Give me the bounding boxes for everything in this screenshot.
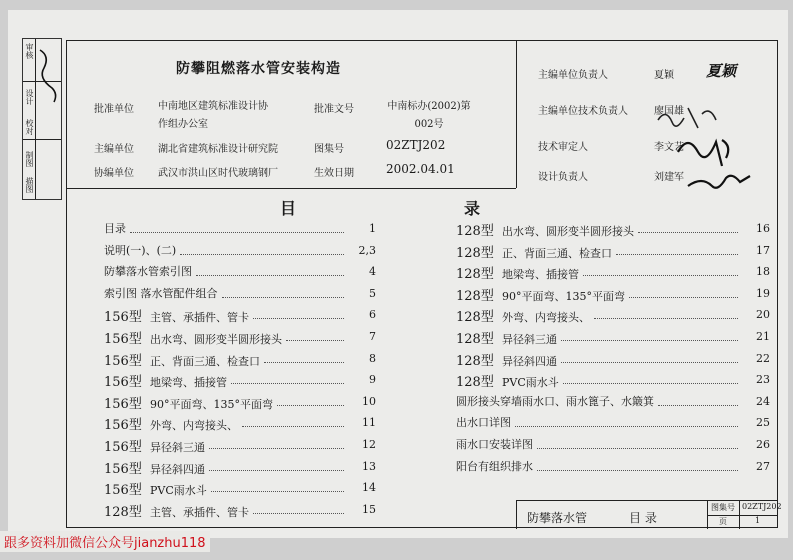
- toc-entry-type: 156型: [104, 461, 142, 477]
- assist-unit-label: 协编单位: [94, 168, 134, 179]
- resp-name-1: 夏颖: [654, 70, 674, 81]
- toc-entry-leader: [537, 470, 738, 471]
- editor-unit: 湖北省建筑标准设计研究院: [158, 144, 278, 155]
- toc-entry-title: 异径斜三通: [150, 441, 205, 454]
- document-title: 防攀阻燃落水管安装构造: [176, 61, 341, 77]
- toc-entry-type: 156型: [104, 396, 142, 412]
- toc-entry-title: 正、背面三通、检查口: [502, 246, 612, 260]
- toc-entry-page: 13: [362, 459, 376, 473]
- toc-entry-type: 128型: [456, 288, 494, 304]
- toc-entry-page: 12: [362, 438, 376, 451]
- resp-role-4: 设计负责人: [538, 172, 588, 183]
- toc-entry: [456, 263, 579, 282]
- toc-entry-title: 阳台有组织排水: [456, 459, 533, 473]
- toc-entry-title: 地梁弯、插接管: [150, 376, 227, 390]
- toc-entry: [456, 285, 625, 304]
- toc-entry-title: 主管、承插件、管卡: [150, 311, 249, 325]
- toc-entry-type: 156型: [104, 483, 142, 499]
- strip-signature: [36, 40, 66, 110]
- toc-entry-leader: [180, 254, 344, 255]
- toc-entry: [456, 306, 590, 325]
- strip-label-4: 制图: [25, 151, 34, 167]
- toc-entry: [104, 263, 192, 279]
- toc-entry-title: 雨水口安装详图: [456, 438, 533, 451]
- toc-entry-page: 20: [756, 308, 770, 322]
- toc-entry: [456, 371, 559, 390]
- toc-entry-type: 128型: [104, 504, 142, 520]
- drawing-sheet: [8, 10, 788, 538]
- title-block-page-label: 页: [719, 517, 727, 526]
- toc-entry-title: 主管、承插件、管卡: [150, 505, 249, 519]
- toc-entry-leader: [196, 275, 344, 276]
- toc-entry-leader: [537, 448, 738, 449]
- title-block-page-no: 1: [755, 516, 761, 525]
- toc-entry-leader: [209, 470, 344, 471]
- toc-entry-leader: [638, 232, 738, 233]
- editor-unit-label: 主编单位: [94, 144, 134, 155]
- approve-unit-label: 批准单位: [94, 104, 134, 115]
- effective-date-label: 生效日期: [314, 168, 354, 179]
- toc-entry-leader: [563, 383, 738, 384]
- toc-entry: [104, 242, 176, 258]
- toc-entry-type: 156型: [104, 440, 142, 455]
- toc-entry: [456, 242, 612, 261]
- toc-entry-type: 128型: [456, 224, 494, 239]
- toc-entry: [456, 414, 511, 430]
- toc-entry-title: 异径斜四通: [150, 462, 205, 476]
- toc-entry: [104, 458, 205, 477]
- toc-entry: [104, 350, 260, 369]
- toc-entry-page: 24: [756, 394, 770, 408]
- resp-signature-1: 夏颖: [706, 62, 737, 80]
- toc-entry-page: 10: [362, 394, 376, 408]
- toc-entry-title: 出水弯、圆形变半圆形接头: [150, 333, 282, 346]
- resp-role-2: 主编单位技术负责人: [538, 106, 628, 117]
- toc-left-column: [104, 220, 376, 520]
- title-block: [516, 500, 782, 529]
- toc-entry-page: 16: [756, 222, 770, 235]
- effective-date: 2002.04.01: [386, 162, 455, 176]
- toc-entry-title: 90°平面弯、135°平面弯: [150, 397, 273, 411]
- toc-entry-leader: [277, 405, 344, 406]
- toc-entry-page: 2,3: [358, 243, 376, 257]
- strip-label-3: 校对: [25, 119, 34, 135]
- resp-role-1: 主编单位负责人: [538, 70, 608, 81]
- toc-entry-page: 18: [756, 265, 770, 279]
- toc-entry-title: 异径斜四通: [502, 354, 557, 368]
- toc-entry: [104, 220, 126, 236]
- toc-entry: [456, 458, 533, 474]
- toc-entry: [104, 328, 282, 347]
- resp-name-4: 刘建军: [654, 172, 684, 183]
- title-block-atlas-no: 02ZTJ202: [742, 502, 782, 511]
- toc-entry-title: 90°平面弯、135°平面弯: [502, 289, 625, 303]
- strip-row-line-2: [23, 139, 61, 140]
- approve-doc: 中南标办(2002)第002号: [387, 101, 471, 130]
- toc-entry: [104, 393, 273, 412]
- toc-entry-title: 防攀落水管索引图: [104, 265, 192, 279]
- toc-entry: [456, 350, 557, 369]
- toc-entry-page: 11: [362, 416, 376, 430]
- header-divider: [66, 188, 516, 189]
- toc-entry-page: 1: [369, 222, 376, 235]
- toc-entry-title: 说明(一)、(二): [104, 243, 177, 257]
- toc-entry-title: PVC雨水斗: [150, 484, 207, 498]
- toc-entry-leader: [594, 318, 738, 319]
- toc-entry-page: 4: [369, 265, 376, 279]
- assist-unit: 武汉市洪山区时代玻璃钢厂: [158, 168, 278, 179]
- toc-entry-leader: [515, 426, 738, 427]
- toc-entry: [104, 479, 207, 498]
- title-block-sheet-title: 目 录: [629, 511, 657, 525]
- toc-entry-type: 156型: [104, 310, 142, 326]
- toc-entry-leader: [629, 297, 738, 298]
- toc-entry-title: 圆形接头穿墙雨水口、雨水篦子、水簸箕: [456, 394, 654, 408]
- toc-entry-page: 26: [756, 438, 770, 451]
- strip-label-1: 审核: [25, 43, 34, 59]
- toc-entry-title: 外弯、内弯接头、: [150, 419, 238, 433]
- resp-name-2: 廖国雄: [654, 106, 684, 117]
- toc-entry-leader: [130, 232, 344, 233]
- toc-entry-leader: [231, 383, 344, 384]
- toc-entry-title: 地梁弯、插接管: [502, 268, 579, 282]
- toc-entry-page: 19: [756, 286, 770, 300]
- title-block-divider-2: [739, 501, 740, 529]
- toc-entry: [456, 328, 557, 347]
- toc-entry-page: 14: [362, 481, 376, 495]
- toc-heading-right: 录: [464, 199, 481, 218]
- toc-entry-leader: [242, 426, 344, 427]
- toc-entry-type: 128型: [456, 267, 494, 283]
- approve-doc-label: 批准文号: [314, 104, 354, 115]
- toc-entry-title: 出水弯、圆形变半圆形接头: [502, 225, 634, 238]
- toc-heading-left: 目: [280, 199, 297, 218]
- toc-entry: [456, 436, 533, 452]
- toc-entry-leader: [616, 254, 738, 255]
- toc-entry-page: 15: [362, 502, 376, 516]
- title-block-row-divider: [707, 515, 778, 516]
- toc-entry-page: 17: [756, 243, 770, 257]
- atlas-no: 02ZTJ202: [386, 138, 446, 152]
- toc-entry: [456, 220, 634, 239]
- toc-entry-leader: [583, 275, 738, 276]
- toc-entry-page: 21: [756, 330, 770, 343]
- frame-left: [66, 40, 67, 528]
- strip-label-2: 设计: [25, 89, 34, 105]
- toc-entry-type: 156型: [104, 332, 142, 347]
- toc-entry-page: 25: [756, 416, 770, 430]
- toc-entry-title: 正、背面三通、检查口: [150, 354, 260, 368]
- toc-entry-leader: [561, 340, 738, 341]
- toc-entry-leader: [561, 362, 738, 363]
- toc-entry: [456, 393, 654, 409]
- toc-entry: [104, 371, 227, 390]
- resp-role-3: 技术审定人: [538, 142, 588, 153]
- toc-entry-page: 22: [756, 351, 770, 365]
- handwritten-signatures: [648, 90, 783, 200]
- toc-entry-page: 6: [369, 308, 376, 322]
- toc-entry-page: 7: [369, 330, 376, 343]
- watermark-text: 跟多资料加微信公众号jianzhu118: [0, 531, 210, 552]
- toc-entry-page: 23: [756, 373, 770, 387]
- toc-entry-type: 128型: [456, 353, 494, 369]
- frame-top: [66, 40, 778, 41]
- toc-entry-type: 128型: [456, 332, 494, 347]
- toc-entry-leader: [286, 340, 344, 341]
- toc-entry-title: 异径斜三通: [502, 333, 557, 346]
- toc-entry-page: 5: [369, 286, 376, 300]
- toc-entry-title: 索引图 落水管配件组合: [104, 286, 218, 300]
- toc-entry-leader: [264, 362, 344, 363]
- toc-entry-type: 156型: [104, 375, 142, 391]
- toc-entry-leader: [222, 297, 344, 298]
- toc-entry-leader: [253, 318, 344, 319]
- toc-entry-page: 27: [756, 459, 770, 473]
- toc-entry: [104, 501, 249, 520]
- toc-entry: [104, 436, 205, 455]
- toc-entry-leader: [209, 448, 344, 449]
- toc-entry-type: 128型: [456, 245, 494, 261]
- toc-entry-type: 156型: [104, 418, 142, 434]
- toc-entry-page: 9: [369, 373, 376, 387]
- toc-entry-title: 外弯、内弯接头、: [502, 311, 590, 325]
- toc-right-column: [456, 220, 770, 473]
- title-block-atlas-label: 图集号: [711, 503, 735, 512]
- toc-entry-leader: [253, 513, 344, 514]
- atlas-no-label: 图集号: [314, 144, 344, 155]
- approve-unit: 中南地区建筑标准设计协作组办公室: [158, 101, 268, 130]
- toc-entry: [104, 306, 249, 325]
- resp-name-3: 李文艺: [654, 142, 684, 153]
- toc-entry-type: 156型: [104, 353, 142, 369]
- toc-entry-leader: [658, 405, 738, 406]
- toc-entry-leader: [211, 491, 344, 492]
- header-vertical-divider: [516, 40, 517, 188]
- title-block-sheet-name: 防攀落水管: [527, 511, 588, 525]
- toc-entry-type: 128型: [456, 310, 494, 326]
- strip-label-5: 描图: [25, 177, 34, 193]
- toc-entry-title: 目录: [104, 222, 126, 235]
- toc-entry-type: 128型: [456, 375, 494, 391]
- toc-entry-title: 出水口详图: [456, 416, 511, 430]
- toc-entry-page: 8: [369, 351, 376, 365]
- toc-entry-title: PVC雨水斗: [502, 376, 559, 390]
- toc-entry: [104, 414, 238, 433]
- toc-entry: [104, 285, 218, 301]
